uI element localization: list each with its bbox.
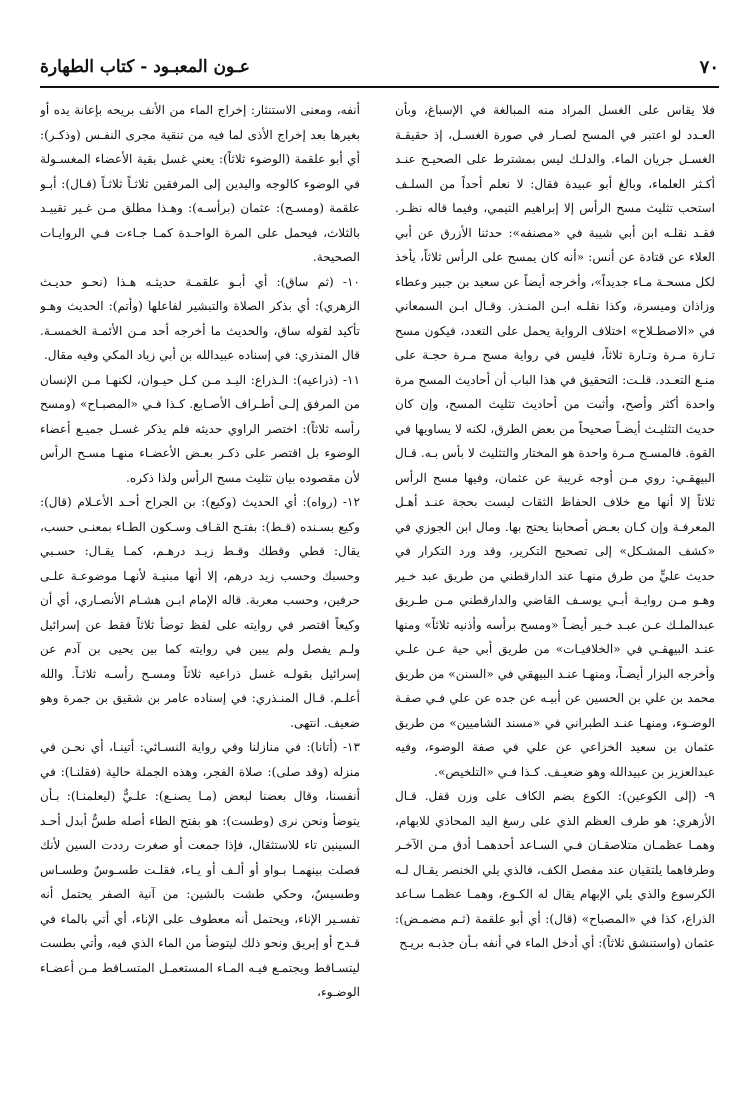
text-columns	[40, 98, 715, 1081]
page-number: ٧٠	[699, 56, 719, 78]
left-column	[40, 98, 360, 1081]
commentary-paragraph: أنفه، ومعنى الاستنثار: إخراج الماء من الأنف بريحه بإعانة يده أو بغيرها بعد إخراج الأذى لما فيه من تنقية مجرى النفـس (وذكـر): أي أبو علقمة (الوضوء ثلاثاً): يعني غسل بقية الأعضاء المغسـولة في الوضوء كالوجه واليدين إلى المرفقين ثلاثـاً ثلاثـاً (قـال): أبـو علقمة (ومسـح): عثمان (برأسـه): وهـذا مطلق مـن غـير تقييـد بالثلاث، فيحمل على المرة الواحـدة كمـا جـاءت فـي الروايـات الصحيحة.	[40, 103, 360, 264]
commentary-paragraph: ١٣- (أتانا): في منازلنا وفي رواية النسـائي: أتينـا، أي نحـن في منزله (وقد صلى): صلاة الفجر، وهذه الجملة حالية (فقلنـا): في أنفسنا، وقال بعضنا لبعض (مـا يصنـع): علـيٌّ (ليعلمنـا): بـأن يتوضأ ونحن نرى (وطست): هو بفتح الطاء أصله طسٌّ أبدل أحـد السينين تاء للاستثقال، فإذا جمعت أو صغرت رددت السين لأنك فصلت بينهمـا بـواو أو ألـف أو يـاء، فقلـت طسـوسٌ وطسـاس وطسيسٌ، وحكي طشت بالشين: من آنية الصفر يحتمل أنه تفسـير الإناء، ويحتمل أنه معطوف على الإناء، أي أتي بالماء في قـدح أو إبريق ونحو ذلك ليتوضأ من الماء الذي فيه، وأتي بطست ليتسـاقط ويجتمـع فيـه المـاء المستعمـل المتسـاقط مـن أعضـاء الوضـوء،	[40, 740, 360, 999]
running-title: عـون المعبـود - كتاب الطهارة	[40, 57, 250, 77]
commentary-paragraph: ٩- (إلى الكوعين): الكوع بضم الكاف على وزن قفل. قـال الأزهري: هو طرف العظم الذي على رسغ اليد المحاذي للابهام، وهمـا عظمـان متلاصقـان فـي السـاعد أحدهمـا أدق مـن الآخـر وطرفاهما يلتقيان عند مفصل الكف، فالذي يلي الخنصر يقـال لـه الكرسوع والذي يلي الإبهام يقال له الكـوع، وهمـا عظمـا سـاعد الذراع، كذا في «المصباح» (قال): أي أبو علقمة (ثـم مضمـض): عثمان (واستنشق ثلاثاً): أي أدخل الماء في أنفه بـأن جذبـه بريـح	[395, 789, 715, 950]
commentary-paragraph: ١٠- (ثم ساق): أي أبـو علقمـة حديثـه هـذا (نحـو حديـث الزهري): أي بذكر الصلاة والتبشير لفاعلها (وأتم): الحديث وهـو تأكيد لقوله ساق، والحديث ما أخرجه أحد مـن الأئمـة الخمسـة. قال المنذري: في إسناده عبيدالله بن أبي زياد المكي وفيه مقال.	[40, 274, 360, 362]
page-header	[40, 48, 719, 88]
commentary-paragraph: ١٢- (رواه): أي الحديث (وكيع): بن الجراح أحـد الأعـلام (قال): وكيع بسـنده (قـط): بفتـح القـاف وسـكون الطـاء بمعنـى حسب، يقال: قطي وقطك وقـط زيـد درهـم، كمـا يقـال: حسـبي وحسبك وحسب زيد درهم، إلا أنها مبنيـة لأنهـا موضوعـة علـى حرفين، وحسب معربة. قاله الإمام ابـن هشـام الأنصـاري، أي أن وكيعاً اقتصر في روايته على لفظ توضأ ثلاثاً فقط عن إسرائيل ولـم يفصل ولم يبين في روايته كما بين يحيى بن آدم عن إسرائيل بقولـه غسل ذراعيه ثلاثاً ومسـح رأسـه ثلاثـاً. والله أعلـم. قـال المنـذري: في إسناده عامر بن شقيق بن جمرة وهو ضعيف. انتهى.	[40, 495, 360, 730]
right-column	[395, 98, 715, 1081]
commentary-paragraph: فلا يقاس على الغسل المراد منه المبالغة في الإسباغ، وبأن العـدد لو اعتبر في المسح لصـار في صورة الغسـل، إذ حقيقـة الغسـل جريان الماء. والدلـك ليس بمشترط على الصحيـح عنـد أكـثر العلماء، وبالغ أبو عبيدة فقال: لا نعلم أحداً من السلـف استحب تثليث مسح الرأس إلا إبراهيم التيمي، وفيما قاله نظـر. فقـد نقلـه ابن أبي شيبة في «مصنفه»: حدثنا الأزرق عن أبي العلاء عن قتادة عن أنس: «أنه كان يمسح على الرأس ثلاثاً، يأخذ لكل مسحـة مـاء جديداً»، وأخرجه أيضاً عن سعيد بن جبير وعطاء وزاذان وميسرة، وكذا نقلـه ابـن المنـذر. وقـال ابـن السمعاني في «الاصطـلاح» اختلاف الرواية يحمل على التعدد، فيكون مسح تـارة مـرة وتـارة ثلاثاً، فليس في رواية مسح مـرة حجـة على منـع التعـدد. قلـت: التحقيق في هذا الباب أن أحاديث المسح مرة واحدة أكثر وأصح، وأثبت من أحاديث تثليث المسح، وإن كان حديث التثليـث أيضـاً صحيحاً من بعض الطرق، لكنه لا يساويها في القوة. فالمسـح مـرة واحدة هو المختار والتثليث لا بأس بـه. قـال البيهقـي: روي مـن أوجه غريبة عن عثمان، وفيها مسح الرأس ثلاثاً إلا أنها مع خلاف الحفاظ الثقات ليست بحجة عنـد أهـل المعرفـة وإن كـان بعـض أصحابنا يحتج بها. ومال ابن الجوزي في «كشف المشـكل» إلى تصحيح التكرير، وقد ورد التكرار في حديث عليٍّ من طرق منهـا عند الدارقطني من طريق عبد خـير وهـو مـن روايـة أبـي يوسـف القاضي والدارقطني مـن طـريق عبدالملـك عـن عبـد خـير أيضـاً «ومسح برأسه وأذنيه ثلاثاً» ومنها عنـد البيهقـي في «الخلافيـات» من طريق أبي حية عـن علـي وأخرجه البزار أيضـاً، ومنهـا عنـد البيهقي في «السنن» من طريق محمد بن علي بن الحسين عن أبيـه عن جده عن علي فـي صفـة الوضـوء، ومنهـا عنـد الطبراني في «مسند الشاميين» من طريق عثمان بن سعيد الخزاعي عن علي في صفة الوضوء، وفيه عبدالعزيز بن عبيدالله وهو ضعيـف. كـذا فـي «التلخيص».	[395, 103, 715, 779]
commentary-paragraph: ١١- (ذراعيه): الـذراع: اليـد مـن كـل حيـوان، لكنهـا مـن الإنسان من المرفق إلـى أطـراف الأصـابع. كـذا فـي «المصبـاح» (ومسح رأسه ثلاثاً): اختصر الراوي حديثه فلم يذكر غسـل جميـع أعضاء الوضوء بل اقتصر على ذكـر بعـض الأعضـاء منهـا مسـح الرأس لأن مقصوده بيان تثليث مسح الرأس ولذا ذكره.	[40, 372, 360, 485]
